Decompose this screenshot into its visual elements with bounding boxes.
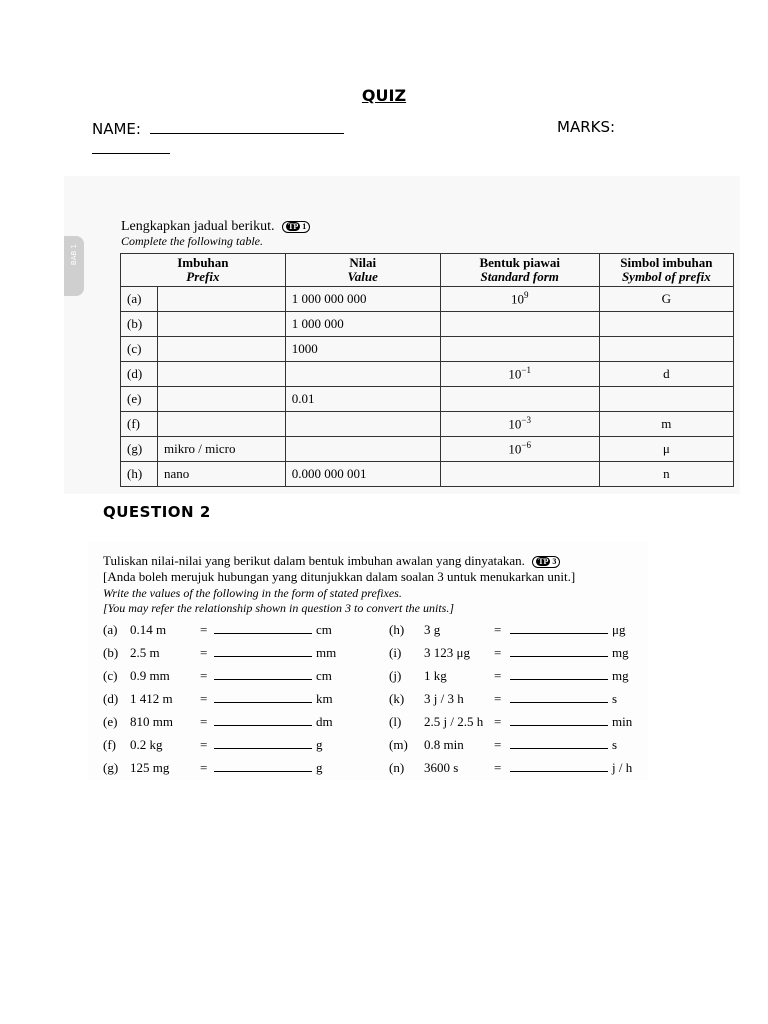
row-label: (h): [121, 462, 158, 487]
item-label: (i): [389, 645, 402, 660]
answer-blank[interactable]: [214, 737, 312, 749]
equals-sign: =: [494, 645, 502, 660]
row-label: (b): [121, 312, 158, 337]
table-row: [121, 462, 734, 487]
standard-form-cell: [440, 437, 599, 462]
col-header-ms: Nilai: [349, 255, 377, 270]
answer-blank[interactable]: [510, 760, 608, 772]
symbol-cell[interactable]: [599, 337, 733, 362]
answer-blank[interactable]: [510, 645, 608, 657]
tp-badge-label: TP: [538, 557, 549, 567]
item-value: 2.5 j / 2.5 h: [424, 714, 484, 729]
standard-form-exponent: −6: [521, 440, 531, 451]
name-label: NAME:: [92, 120, 141, 138]
item-label: (f): [103, 737, 116, 752]
row-label: (f): [121, 412, 158, 437]
tp-badge-number: 1: [302, 221, 307, 231]
equals-sign: =: [494, 668, 502, 683]
equals-sign: =: [200, 691, 208, 706]
question-1-instruction-ms: [121, 219, 310, 235]
value-cell[interactable]: [285, 437, 440, 462]
equals-sign: =: [200, 760, 208, 775]
question-1-instruction-en: Complete the following table.: [121, 234, 263, 248]
name-label-row: [92, 118, 344, 138]
row-label: (e): [121, 387, 158, 412]
row-label: (c): [121, 337, 158, 362]
item-value: 0.14 m: [130, 622, 167, 637]
col-standard-header: [440, 254, 599, 287]
standard-form-cell[interactable]: [440, 337, 599, 362]
value-cell: 1 000 000: [285, 312, 440, 337]
target-unit: s: [612, 737, 618, 752]
col-header-en: Symbol of prefix: [621, 269, 711, 284]
target-unit: cm: [316, 668, 332, 683]
item-label: (j): [389, 668, 402, 683]
tp-badge-1: [282, 221, 310, 233]
target-unit: dm: [316, 714, 333, 729]
row-label: (g): [121, 437, 158, 462]
item-value: 3 j / 3 h: [424, 691, 464, 706]
question-2-instruction-ms: [103, 553, 560, 569]
table-row: [121, 387, 734, 412]
prefix-table: [120, 253, 734, 487]
prefix-cell: mikro / micro: [158, 437, 286, 462]
tp-badge-3: [532, 556, 560, 568]
item-value: 1 kg: [424, 668, 447, 683]
standard-form-cell[interactable]: [440, 387, 599, 412]
col-value-header: [285, 254, 440, 287]
value-cell: 1 000 000 000: [285, 287, 440, 312]
tp-badge-label: TP: [288, 221, 299, 231]
value-cell[interactable]: [285, 412, 440, 437]
name-field[interactable]: [150, 118, 344, 134]
row-label: (d): [121, 362, 158, 387]
symbol-cell[interactable]: [599, 312, 733, 337]
item-value: 3 123 μg: [424, 645, 470, 660]
standard-form-exponent: −3: [521, 415, 531, 426]
target-unit: cm: [316, 622, 332, 637]
target-unit: μg: [612, 622, 626, 637]
table-row: [121, 287, 734, 312]
target-unit: g: [316, 760, 323, 775]
standard-form-base: 10: [508, 366, 522, 382]
question-2-instruction-en: Write the values of the following in the form of stated prefixes.: [103, 586, 402, 600]
answer-blank[interactable]: [214, 714, 312, 726]
item-label: (g): [103, 760, 119, 775]
answer-blank[interactable]: [510, 622, 608, 634]
question-2-note-en: [You may refer the relationship shown in question 3 to convert the units.]: [103, 601, 454, 615]
target-unit: mg: [612, 645, 629, 660]
col-prefix-header: [121, 254, 286, 287]
value-cell: 0.000 000 001: [285, 462, 440, 487]
equals-sign: =: [494, 622, 502, 637]
item-value: 125 mg: [130, 760, 170, 775]
item-label: (b): [103, 645, 119, 660]
prefix-cell[interactable]: [158, 412, 286, 437]
standard-form-base: 10: [508, 416, 522, 432]
col-header-en: Standard form: [480, 269, 559, 284]
col-header-ms: Imbuhan: [177, 255, 229, 270]
equals-sign: =: [494, 737, 502, 752]
prefix-cell[interactable]: [158, 362, 286, 387]
equals-sign: =: [200, 737, 208, 752]
item-label: (c): [103, 668, 118, 683]
answer-blank[interactable]: [510, 691, 608, 703]
prefix-cell[interactable]: [158, 387, 286, 412]
equals-sign: =: [200, 668, 208, 683]
value-cell[interactable]: [285, 362, 440, 387]
col-header-en: Value: [347, 269, 378, 284]
standard-form-cell: [440, 362, 599, 387]
target-unit: mg: [612, 668, 629, 683]
standard-form-cell[interactable]: [440, 462, 599, 487]
answer-blank[interactable]: [510, 714, 608, 726]
symbol-cell: d: [599, 362, 733, 387]
question-2-heading: QUESTION 2: [103, 503, 211, 521]
equals-sign: =: [200, 645, 208, 660]
value-cell: 1000: [285, 337, 440, 362]
table-row: [121, 412, 734, 437]
item-label: (k): [389, 691, 405, 706]
table-row: [121, 312, 734, 337]
table-row: [121, 362, 734, 387]
standard-form-base: 10: [510, 291, 524, 307]
value-cell: 0.01: [285, 387, 440, 412]
target-unit: g: [316, 737, 323, 752]
tp-badge-number: 3: [552, 557, 557, 567]
table-row: [121, 437, 734, 462]
answer-blank[interactable]: [214, 645, 312, 657]
target-unit: s: [612, 691, 618, 706]
marks-field[interactable]: [92, 138, 170, 154]
item-label: (d): [103, 691, 119, 706]
marks-label: MARKS:: [557, 118, 616, 136]
standard-form-exponent: −1: [521, 365, 531, 376]
item-value: 0.9 mm: [130, 668, 170, 683]
answer-blank[interactable]: [214, 691, 312, 703]
item-value: 0.8 min: [424, 737, 464, 752]
equals-sign: =: [200, 622, 208, 637]
item-value: 0.2 kg: [130, 737, 163, 752]
equals-sign: =: [494, 760, 502, 775]
question-2-note-ms: [Anda boleh merujuk hubungan yang ditunjukkan dalam soalan 3 untuk menukarkan unit.]: [103, 569, 576, 584]
item-label: (n): [389, 760, 405, 775]
standard-form-exponent: 9: [523, 290, 529, 301]
col-header-ms: Bentuk piawai: [479, 255, 560, 270]
symbol-cell[interactable]: [599, 387, 733, 412]
table-header-row: [121, 254, 734, 287]
item-value: 2.5 m: [130, 645, 160, 660]
item-value: 810 mm: [130, 714, 173, 729]
target-unit: mm: [316, 645, 337, 660]
standard-form-base: 10: [508, 441, 522, 457]
symbol-cell: m: [599, 412, 733, 437]
equals-sign: =: [200, 714, 208, 729]
answer-blank[interactable]: [214, 668, 312, 680]
item-label: (l): [389, 714, 402, 729]
standard-form-cell: [440, 287, 599, 312]
item-value: 3 g: [424, 622, 441, 637]
symbol-cell: μ: [599, 437, 733, 462]
prefix-cell[interactable]: [158, 312, 286, 337]
prefix-cell[interactable]: [158, 337, 286, 362]
instruction-ms-text: Lengkapkan jadual berikut.: [121, 219, 275, 234]
instruction-ms-text: Tuliskan nilai-nilai yang berikut dalam bentuk imbuhan awalan yang dinyatakan.: [103, 553, 525, 568]
answer-blank[interactable]: [214, 760, 312, 772]
col-header-en: Prefix: [186, 269, 220, 284]
prefix-cell[interactable]: [158, 287, 286, 312]
answer-blank[interactable]: [510, 737, 608, 749]
page-title: QUIZ: [361, 86, 407, 105]
item-value: 1 412 m: [130, 691, 173, 706]
prefix-cell: nano: [158, 462, 286, 487]
item-label: (h): [389, 622, 405, 637]
equals-sign: =: [494, 691, 502, 706]
row-label: (a): [121, 287, 158, 312]
symbol-cell: n: [599, 462, 733, 487]
item-label: (e): [103, 714, 118, 729]
symbol-cell: G: [599, 287, 733, 312]
target-unit: km: [316, 691, 333, 706]
target-unit: j / h: [612, 760, 633, 775]
col-symbol-header: [599, 254, 733, 287]
item-value: 3600 s: [424, 760, 459, 775]
answer-blank[interactable]: [510, 668, 608, 680]
page-tab-edge: BAB 1: [64, 236, 84, 296]
target-unit: min: [612, 714, 633, 729]
table-row: [121, 337, 734, 362]
col-header-ms: Simbol imbuhan: [620, 255, 713, 270]
item-label: (m): [389, 737, 408, 752]
answer-blank[interactable]: [214, 622, 312, 634]
standard-form-cell[interactable]: [440, 312, 599, 337]
item-label: (a): [103, 622, 118, 637]
standard-form-cell: [440, 412, 599, 437]
equals-sign: =: [494, 714, 502, 729]
